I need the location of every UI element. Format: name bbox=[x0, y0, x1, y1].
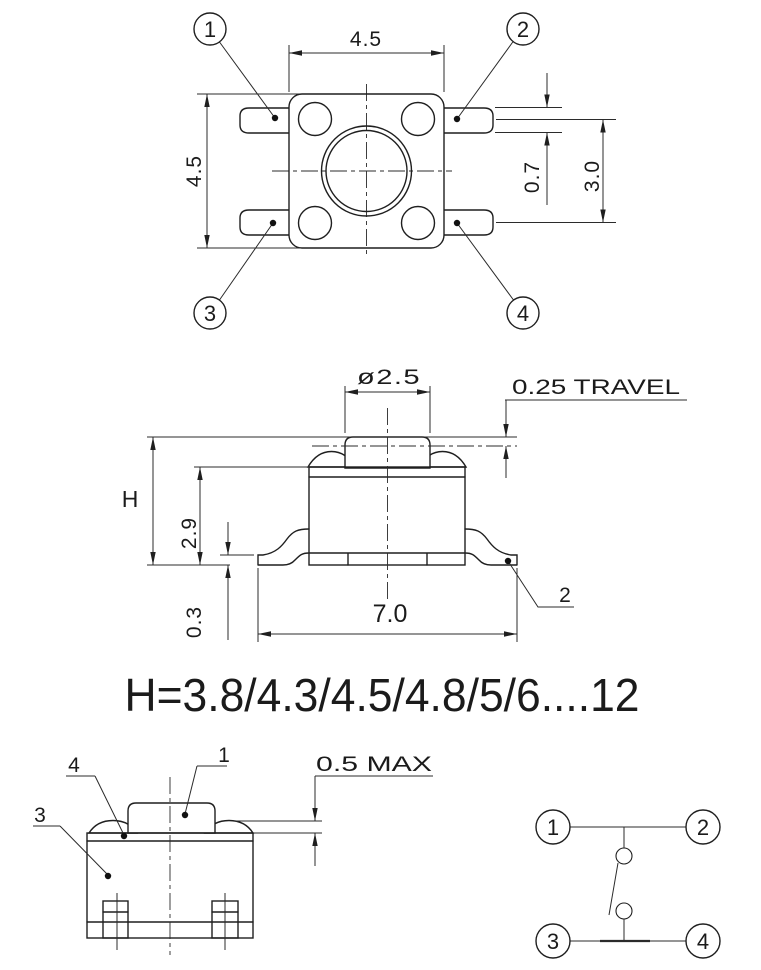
ref-label-stem: 1 bbox=[218, 744, 230, 767]
arrowheads bbox=[150, 389, 517, 639]
corner-rivet-top-left bbox=[299, 103, 332, 136]
height-dimension: 4.5 bbox=[183, 154, 206, 188]
dimension-lines bbox=[153, 392, 517, 640]
extension-lines bbox=[234, 776, 433, 866]
lead-span-dimension: 7.0 bbox=[372, 600, 408, 628]
contact-node-upper bbox=[616, 848, 632, 864]
corner-rivet-top-right bbox=[402, 103, 435, 136]
leader-dot bbox=[105, 873, 111, 879]
dome-height-dimension: 0.5 MAX bbox=[316, 753, 432, 776]
terminal-foot-left bbox=[103, 901, 128, 938]
contact-node-lower bbox=[616, 903, 632, 919]
ref-label-dome: 4 bbox=[68, 754, 80, 777]
arrowheads bbox=[312, 808, 317, 846]
width-dimension: 4.5 bbox=[349, 28, 383, 51]
leader-dot bbox=[454, 220, 460, 226]
body-outline bbox=[309, 467, 465, 565]
gullwing-lead-left bbox=[258, 529, 309, 565]
height-options-formula: H=3.8/4.3/4.5/4.8/5/6....12 bbox=[124, 669, 640, 721]
lead-bottom-right bbox=[444, 210, 493, 235]
pin1-label: 1 bbox=[203, 17, 217, 42]
leader-dot bbox=[454, 116, 460, 122]
ref-label-body: 3 bbox=[34, 804, 46, 827]
leader-dot bbox=[505, 558, 511, 564]
lead-top-right bbox=[444, 108, 493, 133]
leader-dot bbox=[121, 833, 127, 839]
lead-ref-label: 2 bbox=[559, 584, 571, 607]
standoff-dimension: 0.3 bbox=[183, 605, 206, 639]
lead-thickness-dimension: 0.7 bbox=[521, 160, 544, 194]
body-height-dimension: 2.9 bbox=[178, 516, 201, 550]
pin2-label: 2 bbox=[516, 17, 530, 42]
centerlines bbox=[272, 84, 452, 258]
lead-bottom-left bbox=[240, 210, 289, 235]
pin4-label: 4 bbox=[516, 301, 530, 326]
pin4-label: 4 bbox=[696, 929, 710, 954]
lead-pitch-dimension: 3.0 bbox=[581, 159, 604, 193]
travel-note: 0.25 TRAVEL bbox=[512, 376, 680, 399]
pin2-label: 2 bbox=[696, 815, 710, 840]
corner-rivet-bottom-right bbox=[402, 207, 435, 240]
pin3-label: 3 bbox=[203, 301, 217, 326]
lead-top-left bbox=[240, 108, 289, 133]
wires bbox=[570, 827, 686, 941]
circuit-schematic bbox=[536, 810, 720, 958]
plunger-stem bbox=[128, 803, 215, 833]
pin1-label: 1 bbox=[546, 815, 560, 840]
top-view bbox=[183, 13, 616, 329]
leader-dot bbox=[272, 115, 278, 121]
side-view bbox=[122, 366, 687, 642]
leader-lines bbox=[220, 41, 514, 300]
corner-rivet-bottom-left bbox=[299, 207, 332, 240]
stem-diameter-dimension: ø2.5 bbox=[357, 366, 421, 389]
body-detail-lines bbox=[309, 477, 465, 565]
front-view bbox=[33, 744, 433, 955]
pin3-label: 3 bbox=[546, 929, 560, 954]
leader-dot bbox=[182, 812, 188, 818]
leader-dot bbox=[270, 220, 276, 226]
height-variable-label: H bbox=[121, 486, 139, 512]
